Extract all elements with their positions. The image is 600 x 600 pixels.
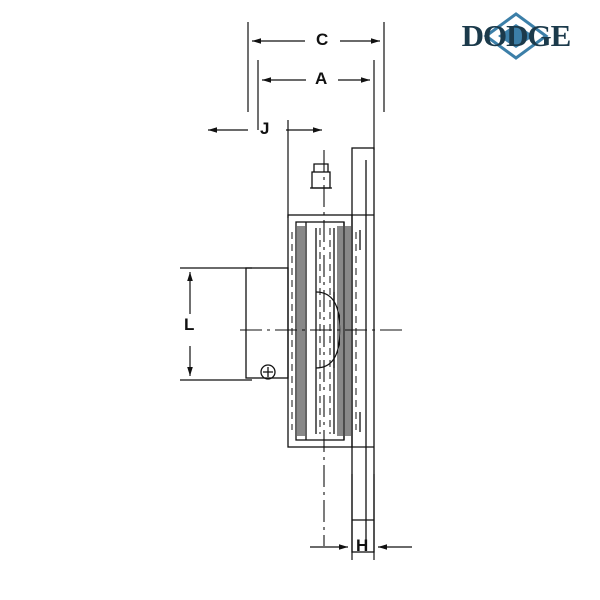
dimension-label-h: H bbox=[356, 536, 369, 555]
center-lines bbox=[240, 150, 404, 546]
dimension-label-j: J bbox=[260, 119, 270, 138]
dimension-label-c: C bbox=[316, 30, 329, 49]
dimension-label-l: L bbox=[184, 315, 195, 334]
dodge-logo bbox=[442, 10, 590, 62]
body-outlines bbox=[246, 148, 374, 552]
dimension-label-a: A bbox=[315, 69, 328, 88]
dodge-logo-text: DODGE bbox=[461, 18, 571, 53]
